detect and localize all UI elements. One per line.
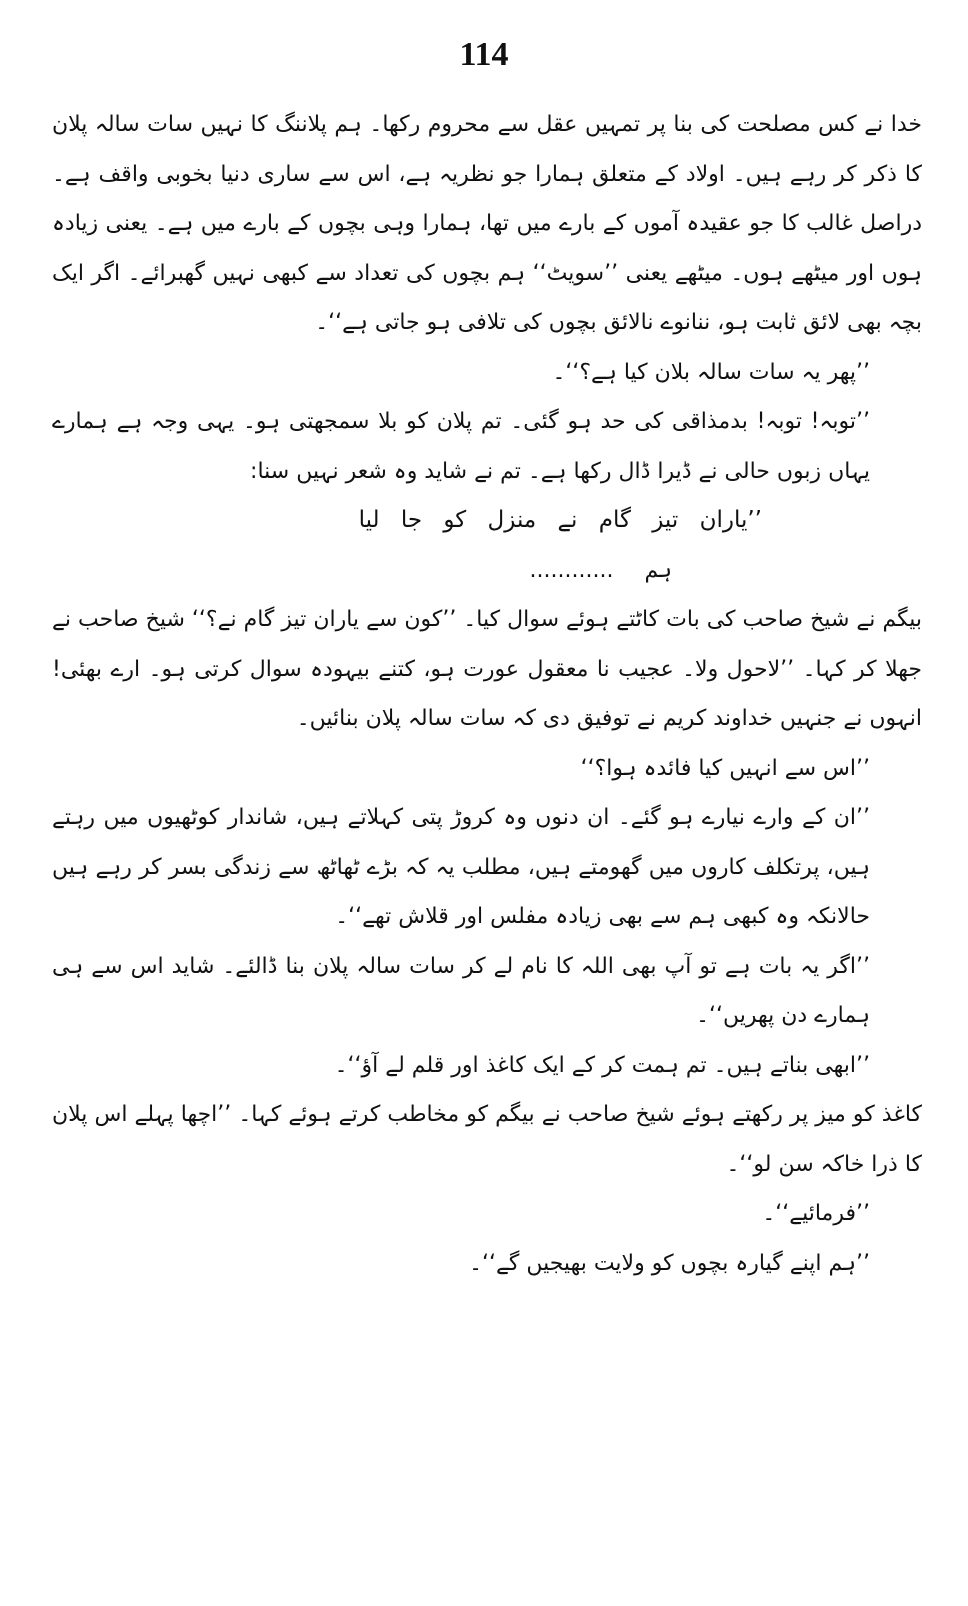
paragraph: خدا نے کس مصلحت کی بنا پر تمہیں عقل سے محروم رکھا۔ ہم پلاننگ کا نہیں سات سالہ پلان کا ذکر کر رہے ہیں۔ اولاد کے متعلق ہمارا جو نظریہ ہے، اس سے ساری دنیا بخوبی واقف ہے۔ دراصل غالب کا جو عقیدہ آموں کے بارے میں تھا، ہمارا وہی بچوں کے بارے میں ہے۔ یعنی زیادہ ہوں اور میٹھے ہوں۔ میٹھے یعنی ’’سویٹ‘‘ ہم بچوں کی تعداد سے کبھی نہیں گھبرائے۔ اگر ایک بچہ بھی لائق ثابت ہو، ننانوے نالائق بچوں کی تلافی ہو جاتی ہے‘‘۔ [52,112,922,335]
verse-line-incomplete [52,546,922,596]
ellipsis-dots: ............ [529,557,614,583]
paragraph: ’’فرمائیے‘‘۔ [762,1201,870,1226]
paragraph: ’’پھر یہ سات سالہ بلان کیا ہے؟‘‘۔ [552,359,870,385]
verse-line: ’’یاران تیز گام نے منزل کو جا لیا [358,507,762,533]
paragraph: ’’ان کے وارے نیارے ہو گئے۔ ان دنوں وہ کروڑ پتی کہلاتے ہیں، شاندار کوٹھیوں میں رہتے ہیں، پرتکلف کاروں میں گھومتے ہیں، مطلب یہ کہ بڑے ٹھاٹھ سے زندگی بسر کر رہے ہیں حالانکہ وہ کبھی ہم سے بھی زیادہ مفلس اور قلاش تھے‘‘۔ [52,805,870,929]
paragraph: ’’اس سے انہیں کیا فائدہ ہوا؟‘‘ [580,755,870,781]
paragraph: بیگم نے شیخ صاحب کی بات کاٹتے ہوئے سوال کیا۔ ’’کون سے یاران تیز گام نے؟‘‘ شیخ صاحب نے جھلا کر کہا۔ ’’لاحول ولا۔ عجیب نا معقول عورت ہو، کتنے بیہودہ سوال کرتی ہو۔ ارے بھئی! انہوں نے جنہیں خداوند کریم نے توفیق دی کہ سات سالہ پلان بنائیں۔ [52,607,922,731]
paragraph: کاغذ کو میز پر رکھتے ہوئے شیخ صاحب نے بیگم کو مخاطب کرتے ہوئے کہا۔ ’’اچھا پہلے اس پلان کا ذرا خاکہ سن لو‘‘۔ [52,1102,922,1177]
page-text [52,100,922,1288]
verse-word: ہم [644,557,672,583]
page-number: 114 [459,36,509,73]
paragraph: ’’ہم اپنے گیارہ بچوں کو ولایت بھیجیں گے‘‘۔ [469,1250,870,1276]
paragraph: ’’توبہ! توبہ! بدمذاقی کی حد ہو گئی۔ تم پلان کو بلا سمجھتی ہو۔ یہی وجہ ہے ہمارے یہاں زبوں حالی نے ڈیرا ڈال رکھا ہے۔ تم نے شاید وہ شعر نہیں سنا: [52,409,870,484]
paragraph: ’’اگر یہ بات ہے تو آپ بھی اللہ کا نام لے کر سات سالہ پلان بنا ڈالئے۔ شاید اس سے ہی ہمارے دن پھریں‘‘۔ [52,953,870,1028]
paragraph: ’’ابھی بناتے ہیں۔ تم ہمت کر کے ایک کاغذ اور قلم لے آؤ‘‘۔ [334,1052,870,1078]
